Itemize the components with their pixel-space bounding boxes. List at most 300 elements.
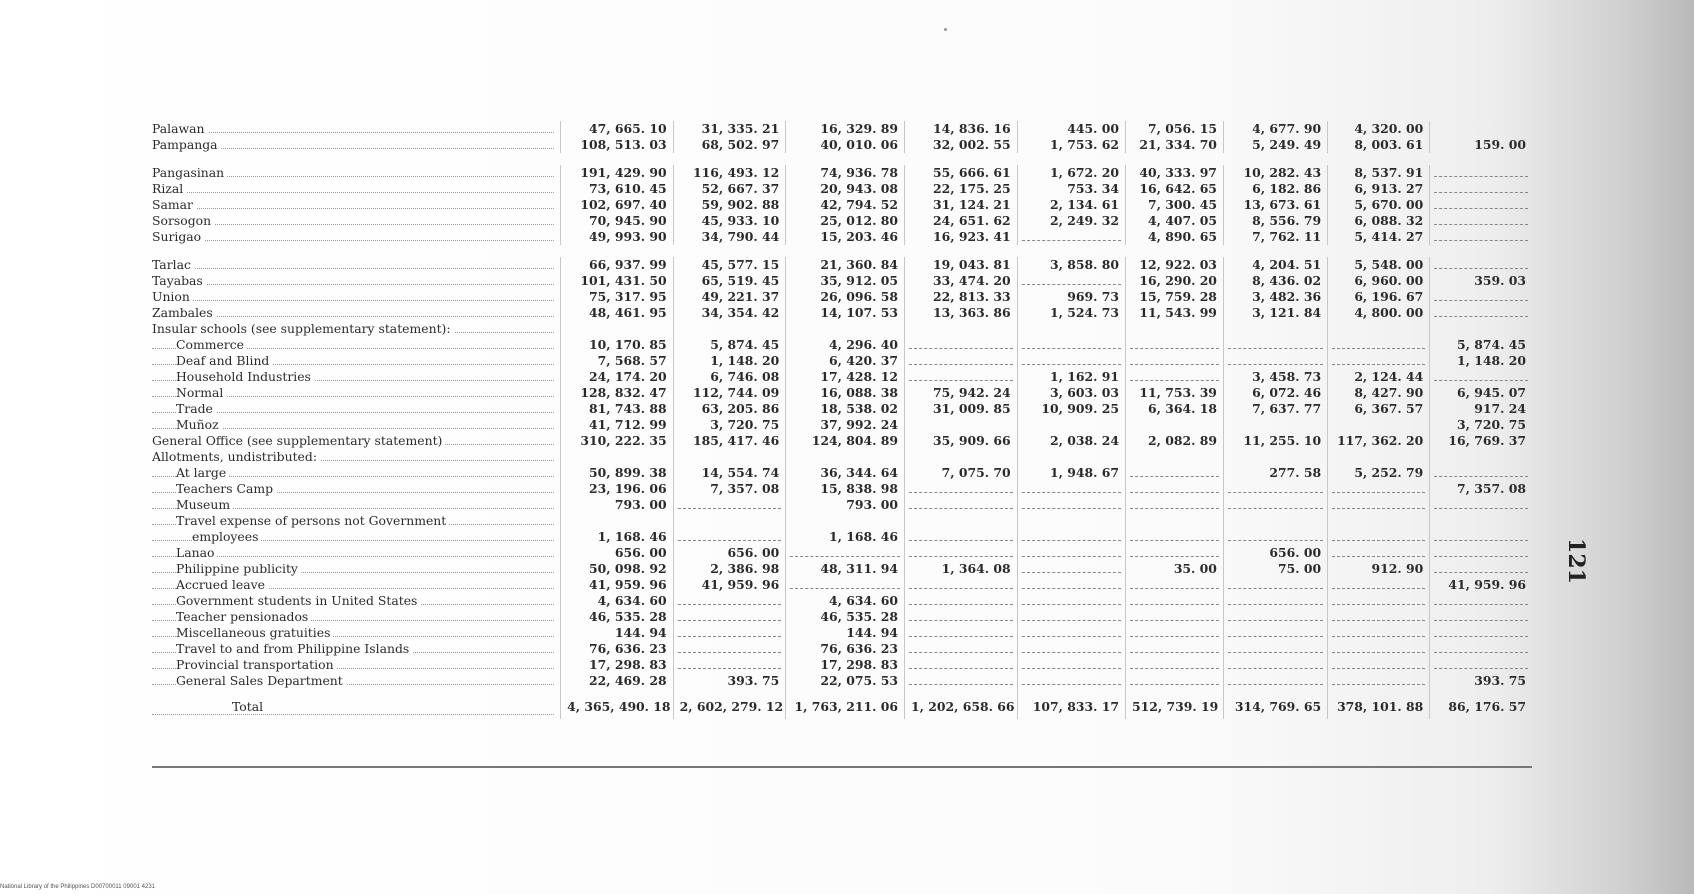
table-row <box>152 401 1532 417</box>
amount-cell: 45, 933. 10 <box>673 213 786 229</box>
empty-amount-cell <box>905 529 1018 545</box>
empty-amount-cell <box>1223 625 1327 641</box>
row-label-text: Tayabas <box>152 273 206 288</box>
amount-cell <box>1223 449 1327 465</box>
amount-cell: 41, 959. 96 <box>561 577 674 593</box>
amount-cell: 8, 537. 91 <box>1328 165 1430 181</box>
empty-amount-cell <box>1125 641 1223 657</box>
amount-cell <box>1017 321 1125 337</box>
row-label-text: Deaf and Blind <box>176 353 272 368</box>
amount-cell <box>905 321 1018 337</box>
amount-cell <box>1430 321 1532 337</box>
amount-cell: 656. 00 <box>561 545 674 561</box>
row-label <box>152 121 561 137</box>
amount-cell <box>1017 449 1125 465</box>
amount-cell: 1, 948. 67 <box>1017 465 1125 481</box>
empty-amount-cell <box>1125 577 1223 593</box>
empty-amount-cell <box>1017 625 1125 641</box>
empty-amount-cell <box>905 577 1018 593</box>
amount-cell <box>1328 321 1430 337</box>
amount-cell: 144. 94 <box>786 625 905 641</box>
empty-amount-cell <box>1017 609 1125 625</box>
amount-cell: 35, 909. 66 <box>905 433 1018 449</box>
empty-amount-cell <box>1328 353 1430 369</box>
leader-dots <box>152 268 554 269</box>
empty-amount-cell <box>905 625 1018 641</box>
row-label-text: Pangasinan <box>152 165 227 180</box>
amount-cell: 1, 202, 658. 66 <box>905 689 1018 719</box>
table-row <box>152 625 1532 641</box>
amount-cell: 75, 317. 95 <box>561 289 674 305</box>
table-row <box>152 181 1532 197</box>
amount-cell: 3, 858. 80 <box>1017 257 1125 273</box>
table-row <box>152 545 1532 561</box>
row-label <box>152 657 561 673</box>
amount-cell: 378, 101. 88 <box>1328 689 1430 719</box>
amount-cell <box>1017 513 1125 529</box>
amount-cell <box>673 513 786 529</box>
row-label <box>152 545 561 561</box>
amount-cell <box>1223 513 1327 529</box>
empty-amount-cell <box>1430 289 1532 305</box>
amount-cell: 70, 945. 90 <box>561 213 674 229</box>
row-label <box>152 257 561 273</box>
amount-cell <box>1125 513 1223 529</box>
amount-cell: 14, 836. 16 <box>905 121 1018 137</box>
row-label <box>152 673 561 689</box>
table-row <box>152 417 1532 433</box>
empty-amount-cell <box>1017 529 1125 545</box>
empty-amount-cell <box>1125 609 1223 625</box>
amount-cell: 1, 672. 20 <box>1017 165 1125 181</box>
amount-cell: 41, 959. 96 <box>673 577 786 593</box>
amount-cell <box>1328 417 1430 433</box>
amount-cell <box>1328 449 1430 465</box>
empty-amount-cell <box>1430 641 1532 657</box>
row-label <box>152 433 561 449</box>
table-row <box>152 369 1532 385</box>
amount-cell: 16, 769. 37 <box>1430 433 1532 449</box>
table-row <box>152 577 1532 593</box>
empty-amount-cell <box>1125 625 1223 641</box>
amount-cell: 75. 00 <box>1223 561 1327 577</box>
amount-cell <box>673 321 786 337</box>
amount-cell: 656. 00 <box>673 545 786 561</box>
empty-amount-cell <box>1125 657 1223 673</box>
amount-cell: 19, 043. 81 <box>905 257 1018 273</box>
amount-cell: 13, 673. 61 <box>1223 197 1327 213</box>
empty-amount-cell <box>1125 529 1223 545</box>
amount-cell: 81, 743. 88 <box>561 401 674 417</box>
row-label-text: Travel to and from Philippine Islands <box>176 641 412 656</box>
amount-cell: 917. 24 <box>1430 401 1532 417</box>
empty-amount-cell <box>1430 625 1532 641</box>
amount-cell: 6, 746. 08 <box>673 369 786 385</box>
row-label <box>152 449 561 465</box>
amount-cell: 11, 753. 39 <box>1125 385 1223 401</box>
amount-cell: 40, 010. 06 <box>786 137 905 153</box>
empty-amount-cell <box>1017 481 1125 497</box>
empty-amount-cell <box>1430 545 1532 561</box>
amount-cell: 5, 874. 45 <box>673 337 786 353</box>
amount-cell: 46, 535. 28 <box>561 609 674 625</box>
empty-amount-cell <box>1430 197 1532 213</box>
amount-cell: 20, 943. 08 <box>786 181 905 197</box>
table-row <box>152 257 1532 273</box>
amount-cell: 86, 176. 57 <box>1430 689 1532 719</box>
row-label-text: Tarlac <box>152 257 194 272</box>
leader-dots <box>152 300 554 301</box>
amount-cell: 512, 739. 19 <box>1125 689 1223 719</box>
empty-amount-cell <box>1223 673 1327 689</box>
row-label <box>152 181 561 197</box>
empty-amount-cell <box>1223 497 1327 513</box>
table-row <box>152 137 1532 153</box>
amount-cell: 1, 168. 46 <box>786 529 905 545</box>
table-row <box>152 289 1532 305</box>
amount-cell: 15, 759. 28 <box>1125 289 1223 305</box>
empty-amount-cell <box>905 481 1018 497</box>
row-label-text: Provincial transportation <box>176 657 337 672</box>
amount-cell: 25, 012. 80 <box>786 213 905 229</box>
amount-cell: 4, 800. 00 <box>1328 305 1430 321</box>
row-label-text: Zambales <box>152 305 216 320</box>
row-label <box>152 641 561 657</box>
amount-cell: 7, 568. 57 <box>561 353 674 369</box>
amount-cell: 6, 196. 67 <box>1328 289 1430 305</box>
amount-cell: 7, 357. 08 <box>1430 481 1532 497</box>
amount-cell <box>786 513 905 529</box>
amount-cell <box>1430 449 1532 465</box>
table-row <box>152 121 1532 137</box>
row-label <box>152 577 561 593</box>
amount-cell: 116, 493. 12 <box>673 165 786 181</box>
leader-dots <box>152 192 554 193</box>
amount-cell <box>561 321 674 337</box>
empty-amount-cell <box>1223 641 1327 657</box>
table-row <box>152 481 1532 497</box>
table-row <box>152 213 1532 229</box>
amount-cell: 26, 096. 58 <box>786 289 905 305</box>
empty-amount-cell <box>905 369 1018 385</box>
table-row <box>152 305 1532 321</box>
amount-cell: 5, 874. 45 <box>1430 337 1532 353</box>
amount-cell: 31, 009. 85 <box>905 401 1018 417</box>
amount-cell: 2, 602, 279. 12 <box>673 689 786 719</box>
amount-cell: 76, 636. 23 <box>561 641 674 657</box>
row-label-text: General Sales Department <box>176 673 346 688</box>
amount-cell: 2, 249. 32 <box>1017 213 1125 229</box>
amount-cell: 24, 651. 62 <box>905 213 1018 229</box>
row-label <box>152 369 561 385</box>
leader-dots <box>152 132 554 133</box>
amount-cell <box>905 417 1018 433</box>
amount-cell: 2, 038. 24 <box>1017 433 1125 449</box>
row-label <box>152 497 561 513</box>
row-label <box>152 353 561 369</box>
amount-cell: 4, 296. 40 <box>786 337 905 353</box>
amount-cell: 34, 354. 42 <box>673 305 786 321</box>
row-label-text: Commerce <box>176 337 247 352</box>
amount-cell: 14, 107. 53 <box>786 305 905 321</box>
amount-cell: 11, 255. 10 <box>1223 433 1327 449</box>
row-label-text: Muñoz <box>176 417 222 432</box>
amount-cell: 11, 543. 99 <box>1125 305 1223 321</box>
amount-cell: 6, 072. 46 <box>1223 385 1327 401</box>
row-label-text: Insular schools (see supplementary statement): <box>152 321 454 336</box>
amount-cell: 22, 469. 28 <box>561 673 674 689</box>
empty-amount-cell <box>1430 213 1532 229</box>
empty-amount-cell <box>1430 609 1532 625</box>
row-label <box>152 197 561 213</box>
row-label <box>152 213 561 229</box>
empty-amount-cell <box>905 545 1018 561</box>
amount-cell: 16, 088. 38 <box>786 385 905 401</box>
spacer-row <box>152 245 1532 257</box>
row-label-text: At large <box>176 465 229 480</box>
empty-amount-cell <box>1328 625 1430 641</box>
amount-cell: 35. 00 <box>1125 561 1223 577</box>
amount-cell: 5, 414. 27 <box>1328 229 1430 245</box>
amount-cell: 101, 431. 50 <box>561 273 674 289</box>
table-row <box>152 449 1532 465</box>
amount-cell: 41, 712. 99 <box>561 417 674 433</box>
row-label-text: Union <box>152 289 193 304</box>
amount-cell: 34, 790. 44 <box>673 229 786 245</box>
amount-cell: 7, 300. 45 <box>1125 197 1223 213</box>
amount-cell: 1, 364. 08 <box>905 561 1018 577</box>
empty-amount-cell <box>1328 609 1430 625</box>
row-label <box>152 609 561 625</box>
amount-cell: 50, 098. 92 <box>561 561 674 577</box>
paper-speck <box>944 28 947 31</box>
amount-cell: 159. 00 <box>1430 137 1532 153</box>
empty-amount-cell <box>905 593 1018 609</box>
appropriation-table <box>152 121 1532 719</box>
amount-cell: 3, 458. 73 <box>1223 369 1327 385</box>
amount-cell: 5, 252. 79 <box>1328 465 1430 481</box>
table-row <box>152 593 1532 609</box>
empty-amount-cell <box>1125 353 1223 369</box>
empty-amount-cell <box>1328 657 1430 673</box>
amount-cell: 22, 175. 25 <box>905 181 1018 197</box>
row-label <box>152 385 561 401</box>
row-label <box>152 481 561 497</box>
amount-cell: 16, 923. 41 <box>905 229 1018 245</box>
amount-cell: 4, 634. 60 <box>786 593 905 609</box>
empty-amount-cell <box>1223 657 1327 673</box>
spacer-row <box>152 153 1532 165</box>
amount-cell: 1, 168. 46 <box>561 529 674 545</box>
empty-amount-cell <box>1430 657 1532 673</box>
row-label-text: Palawan <box>152 121 208 136</box>
amount-cell: 48, 311. 94 <box>786 561 905 577</box>
empty-amount-cell <box>1017 337 1125 353</box>
amount-cell: 17, 428. 12 <box>786 369 905 385</box>
amount-cell: 73, 610. 45 <box>561 181 674 197</box>
empty-amount-cell <box>1125 593 1223 609</box>
amount-cell <box>1430 121 1532 137</box>
amount-cell: 36, 344. 64 <box>786 465 905 481</box>
table-row <box>152 337 1532 353</box>
amount-cell: 33, 474. 20 <box>905 273 1018 289</box>
amount-cell: 10, 170. 85 <box>561 337 674 353</box>
empty-amount-cell <box>1328 529 1430 545</box>
empty-amount-cell <box>1125 481 1223 497</box>
amount-cell: 52, 667. 37 <box>673 181 786 197</box>
row-label <box>152 529 561 545</box>
amount-cell: 4, 634. 60 <box>561 593 674 609</box>
amount-cell: 31, 335. 21 <box>673 121 786 137</box>
amount-cell: 23, 196. 06 <box>561 481 674 497</box>
empty-amount-cell <box>1328 593 1430 609</box>
amount-cell: 22, 813. 33 <box>905 289 1018 305</box>
amount-cell: 969. 73 <box>1017 289 1125 305</box>
amount-cell: 6, 182. 86 <box>1223 181 1327 197</box>
amount-cell: 2, 386. 98 <box>673 561 786 577</box>
amount-cell: 4, 320. 00 <box>1328 121 1430 137</box>
empty-amount-cell <box>1223 593 1327 609</box>
empty-amount-cell <box>1430 165 1532 181</box>
empty-amount-cell <box>1430 465 1532 481</box>
amount-cell: 6, 420. 37 <box>786 353 905 369</box>
row-label-text: Surigao <box>152 229 204 244</box>
amount-cell: 32, 002. 55 <box>905 137 1018 153</box>
amount-cell: 445. 00 <box>1017 121 1125 137</box>
row-label <box>152 561 561 577</box>
empty-amount-cell <box>673 657 786 673</box>
amount-cell: 1, 753. 62 <box>1017 137 1125 153</box>
row-label-text: Household Industries <box>176 369 314 384</box>
empty-amount-cell <box>1017 229 1125 245</box>
amount-cell <box>1125 449 1223 465</box>
amount-cell: 63, 205. 86 <box>673 401 786 417</box>
amount-cell: 310, 222. 35 <box>561 433 674 449</box>
amount-cell: 6, 960. 00 <box>1328 273 1430 289</box>
amount-cell: 7, 637. 77 <box>1223 401 1327 417</box>
row-label-text: Sorsogon <box>152 213 214 228</box>
empty-amount-cell <box>1017 673 1125 689</box>
amount-cell: 8, 003. 61 <box>1328 137 1430 153</box>
row-label-text: Teacher pensionados <box>176 609 311 624</box>
amount-cell: 393. 75 <box>1430 673 1532 689</box>
empty-amount-cell <box>1430 593 1532 609</box>
amount-cell: 8, 427. 90 <box>1328 385 1430 401</box>
leader-dots <box>152 208 554 209</box>
amount-cell: 3, 720. 75 <box>1430 417 1532 433</box>
bottom-rule <box>152 766 1532 768</box>
amount-cell <box>1328 513 1430 529</box>
amount-cell: 6, 088. 32 <box>1328 213 1430 229</box>
amount-cell: 12, 922. 03 <box>1125 257 1223 273</box>
empty-amount-cell <box>905 609 1018 625</box>
empty-amount-cell <box>905 337 1018 353</box>
row-label-text: Rizal <box>152 181 186 196</box>
row-label-text: Samar <box>152 197 196 212</box>
scan-footer: National Library of the Philippines D00700011 09001 4231 <box>0 884 156 890</box>
amount-cell <box>786 321 905 337</box>
row-label <box>152 593 561 609</box>
amount-cell: 47, 665. 10 <box>561 121 674 137</box>
empty-amount-cell <box>1125 337 1223 353</box>
empty-amount-cell <box>1017 561 1125 577</box>
amount-cell: 49, 221. 37 <box>673 289 786 305</box>
row-label <box>152 229 561 245</box>
row-label <box>152 273 561 289</box>
row-label <box>152 165 561 181</box>
row-label <box>152 137 561 153</box>
row-label-text: Pampanga <box>152 137 221 152</box>
amount-cell: 6, 367. 57 <box>1328 401 1430 417</box>
amount-cell: 16, 642. 65 <box>1125 181 1223 197</box>
empty-amount-cell <box>1223 481 1327 497</box>
amount-cell: 793. 00 <box>561 497 674 513</box>
amount-cell: 24, 174. 20 <box>561 369 674 385</box>
row-label-text: Trade <box>176 401 216 416</box>
row-label <box>152 321 561 337</box>
amount-cell: 22, 075. 53 <box>786 673 905 689</box>
amount-cell: 14, 554. 74 <box>673 465 786 481</box>
amount-cell: 15, 203. 46 <box>786 229 905 245</box>
empty-amount-cell <box>1125 465 1223 481</box>
amount-cell: 37, 992. 24 <box>786 417 905 433</box>
table-row <box>152 609 1532 625</box>
row-label-text: Lanao <box>176 545 217 560</box>
amount-cell: 48, 461. 95 <box>561 305 674 321</box>
amount-cell: 3, 482. 36 <box>1223 289 1327 305</box>
amount-cell: 31, 124. 21 <box>905 197 1018 213</box>
table-row <box>152 561 1532 577</box>
amount-cell: 2, 124. 44 <box>1328 369 1430 385</box>
amount-cell: 3, 603. 03 <box>1017 385 1125 401</box>
amount-cell: 21, 360. 84 <box>786 257 905 273</box>
table-row <box>152 513 1532 529</box>
amount-cell: 5, 249. 49 <box>1223 137 1327 153</box>
empty-amount-cell <box>1017 353 1125 369</box>
row-label-text: Accrued leave <box>176 577 268 592</box>
empty-amount-cell <box>786 545 905 561</box>
amount-cell: 66, 937. 99 <box>561 257 674 273</box>
amount-cell: 1, 148. 20 <box>1430 353 1532 369</box>
empty-amount-cell <box>1017 657 1125 673</box>
amount-cell <box>1430 513 1532 529</box>
table-row <box>152 229 1532 245</box>
amount-cell: 59, 902. 88 <box>673 197 786 213</box>
empty-amount-cell <box>1125 673 1223 689</box>
amount-cell: 2, 134. 61 <box>1017 197 1125 213</box>
row-label-text: Teachers Camp <box>176 481 276 496</box>
amount-cell: 2, 082. 89 <box>1125 433 1223 449</box>
amount-cell <box>1223 417 1327 433</box>
row-label <box>152 401 561 417</box>
row-label-text: Normal <box>176 385 226 400</box>
amount-cell: 314, 769. 65 <box>1223 689 1327 719</box>
amount-cell: 10, 909. 25 <box>1017 401 1125 417</box>
empty-amount-cell <box>1223 577 1327 593</box>
empty-amount-cell <box>1328 545 1430 561</box>
empty-amount-cell <box>905 657 1018 673</box>
empty-amount-cell <box>1223 337 1327 353</box>
amount-cell: 4, 677. 90 <box>1223 121 1327 137</box>
amount-cell: 6, 913. 27 <box>1328 181 1430 197</box>
empty-amount-cell <box>1125 497 1223 513</box>
table-row <box>152 433 1532 449</box>
table-row <box>152 529 1532 545</box>
row-label-text: employees <box>192 529 261 544</box>
amount-cell: 5, 670. 00 <box>1328 197 1430 213</box>
amount-cell: 40, 333. 97 <box>1125 165 1223 181</box>
empty-amount-cell <box>1223 353 1327 369</box>
